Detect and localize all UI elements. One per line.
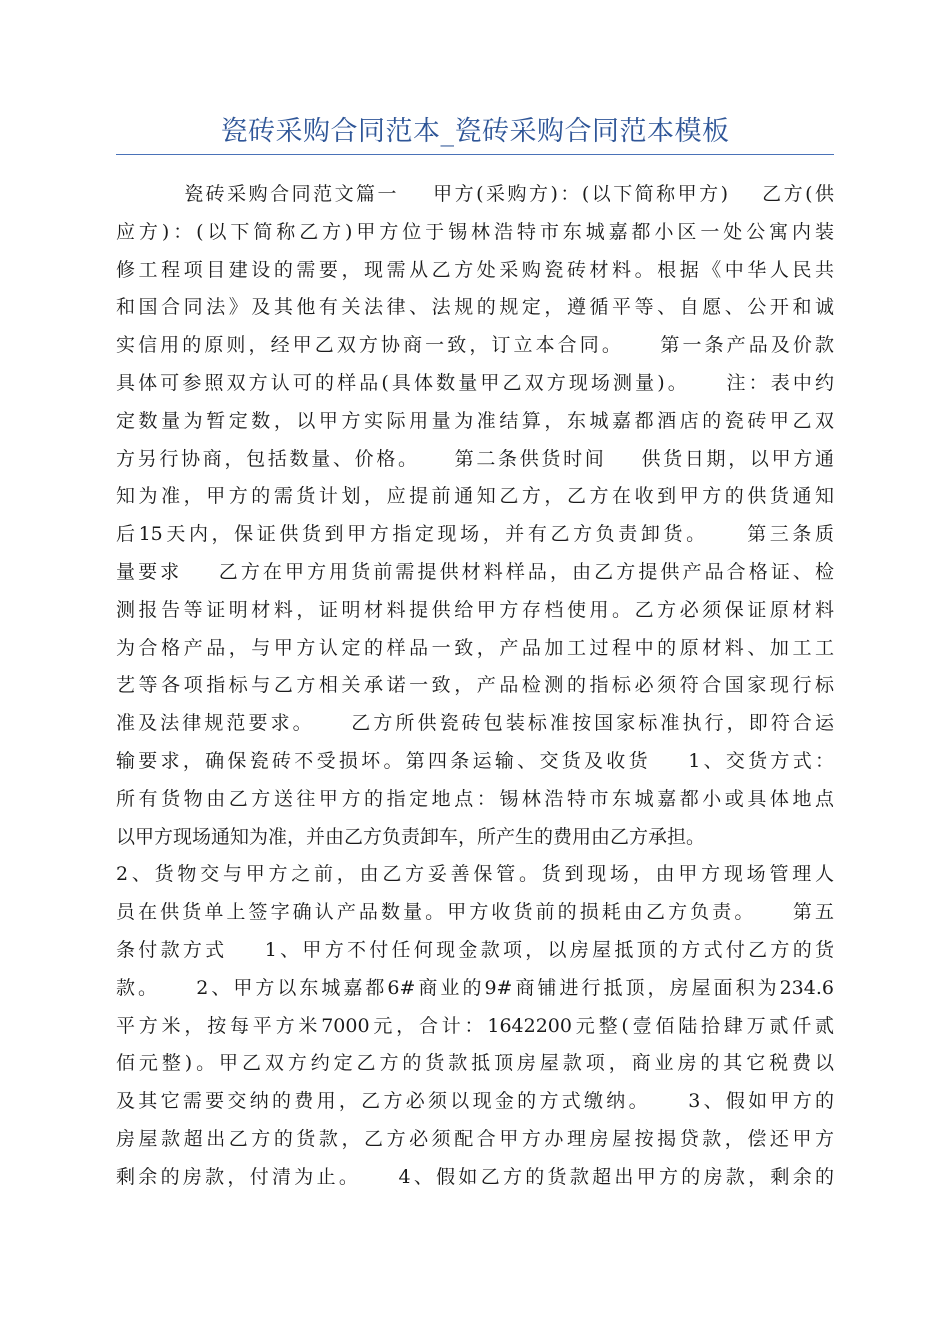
body-line: 后15天内，保证供货到甲方指定现场，并有乙方负责卸货。 第三条质 bbox=[116, 523, 834, 546]
body-line: 2、货物交与甲方之前，由乙方妥善保管。货到现场，由甲方现场管理人 bbox=[116, 863, 834, 886]
body-line: 所有货物由乙方送往甲方的指定地点：锡林浩特市东城嘉都小或具体地点 bbox=[116, 787, 834, 810]
body-line: 知为准，甲方的需货计划，应提前通知乙方，乙方在收到甲方的供货通知 bbox=[116, 485, 834, 508]
body-line: 输要求，确保瓷砖不受损坏。第四条运输、交货及收货 1、交货方式： bbox=[116, 749, 834, 772]
body-line: 条付款方式 1、甲方不付任何现金款项，以房屋抵顶的方式付乙方的货 bbox=[116, 938, 834, 961]
body-line: 房屋款超出乙方的货款，乙方必须配合甲方办理房屋按揭贷款，偿还甲方 bbox=[116, 1127, 834, 1150]
body-line: 定数量为暂定数，以甲方实际用量为准结算，东城嘉都酒店的瓷砖甲乙双 bbox=[116, 409, 834, 432]
title-underline bbox=[116, 154, 834, 155]
body-line: 平方米，按每平方米7000元，合计：1642200元整(壹佰陆拾肆万贰仟贰 bbox=[116, 1014, 834, 1037]
document-title: 瓷砖采购合同范本_瓷砖采购合同范本模板 bbox=[220, 116, 730, 147]
body-line: 瓷砖采购合同范文篇一 甲方(采购方)：(以下简称甲方) 乙方(供 bbox=[116, 183, 834, 205]
body-line: 修工程项目建设的需要，现需从乙方处采购瓷砖材料。根据《中华人民共 bbox=[116, 258, 834, 281]
body-line: 方另行协商，包括数量、价格。 第二条供货时间 供货日期，以甲方通 bbox=[116, 447, 834, 470]
body-line: 员在供货单上签字确认产品数量。甲方收货前的损耗由乙方负责。 第五 bbox=[116, 901, 834, 924]
body-line: 量要求 乙方在甲方用货前需提供材料样品，由乙方提供产品合格证、检 bbox=[116, 560, 834, 583]
body-line: 以甲方现场通知为准，并由乙方负责卸车，所产生的费用由乙方承担。 bbox=[116, 825, 706, 848]
body-line: 实信用的原则，经甲乙双方协商一致，订立本合同。 第一条产品及价款 bbox=[116, 334, 834, 357]
body-line: 具体可参照双方认可的样品(具体数量甲乙双方现场测量)。 注：表中约 bbox=[116, 371, 834, 394]
contract-body bbox=[116, 176, 834, 1197]
body-line: 测报告等证明材料，证明材料提供给甲方存档使用。乙方必须保证原材料 bbox=[116, 598, 834, 621]
body-line: 佰元整)。甲乙双方约定乙方的货款抵顶房屋款项，商业房的其它税费以 bbox=[116, 1052, 834, 1075]
body-line: 及其它需要交纳的费用，乙方必须以现金的方式缴纳。 3、假如甲方的 bbox=[116, 1090, 834, 1113]
body-line: 应方)：(以下简称乙方)甲方位于锡林浩特市东城嘉都小区一处公寓内装 bbox=[116, 220, 834, 243]
body-line: 剩余的房款，付清为止。 4、假如乙方的货款超出甲方的房款，剩余的 bbox=[116, 1165, 834, 1188]
body-line: 艺等各项指标与乙方相关承诺一致，产品检测的指标必须符合国家现行标 bbox=[116, 674, 834, 697]
body-line: 为合格产品，与甲方认定的样品一致，产品加工过程中的原材料、加工工 bbox=[116, 636, 834, 659]
body-line: 和国合同法》及其他有关法律、法规的规定，遵循平等、自愿、公开和诚 bbox=[116, 296, 834, 319]
body-line: 准及法律规范要求。 乙方所供瓷砖包装标准按国家标准执行，即符合运 bbox=[116, 712, 834, 735]
body-line: 款。 2、甲方以东城嘉都6#商业的9#商铺进行抵顶，房屋面积为234.6 bbox=[116, 976, 834, 999]
